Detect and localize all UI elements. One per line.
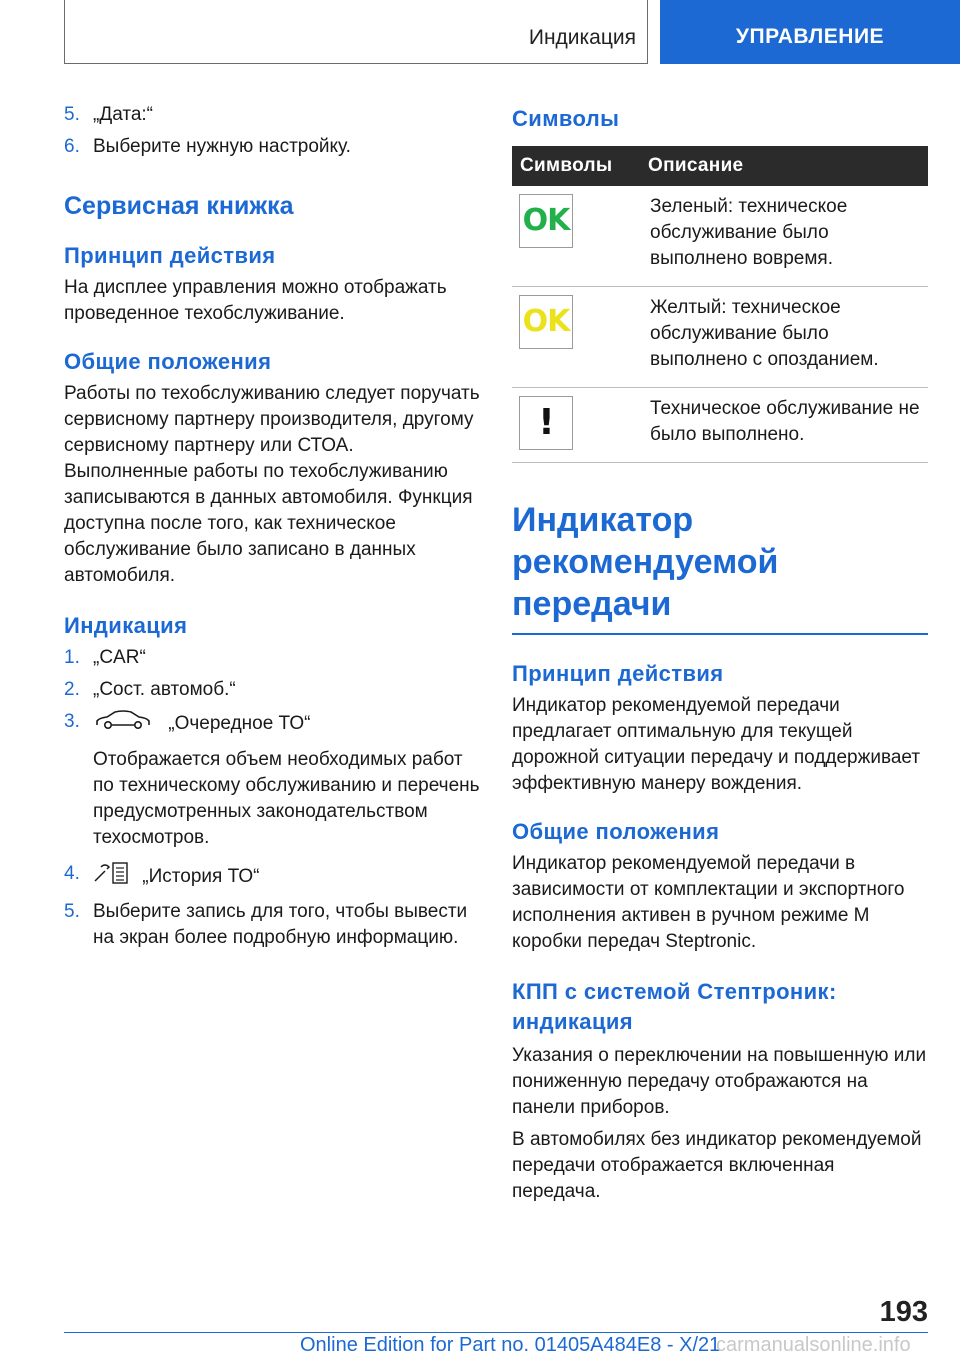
car-outline-icon bbox=[93, 709, 153, 739]
right-column bbox=[512, 102, 928, 1205]
footer-rule bbox=[64, 1332, 928, 1333]
general-heading: Общие положения bbox=[512, 819, 720, 844]
watermark: carmanualsonline.info bbox=[716, 1334, 911, 1356]
step-text: Выберите запись для того, чтобы вывести на экран более подробную информацию. bbox=[93, 901, 468, 948]
gear-indicator-heading: Индикатор рекомендуемой передачи bbox=[512, 501, 779, 623]
step-text: „Сост. автомоб.“ bbox=[93, 679, 236, 700]
list-item bbox=[64, 102, 480, 128]
step-number: 2. bbox=[64, 679, 80, 700]
steptronic-text: В автомобилях без индикатор рекомендуемой передачи отображается включенная передача. bbox=[512, 1129, 922, 1202]
step-text: „Дата:“ bbox=[93, 104, 154, 125]
edition-text: Online Edition for Part no. 01405A484E8 - X/21 bbox=[300, 1334, 721, 1356]
principle-heading: Принцип действия bbox=[64, 243, 276, 268]
step-text: „Очередное ТО“ bbox=[168, 713, 311, 735]
table-row bbox=[512, 186, 928, 287]
column-header-symbols: Символы bbox=[512, 146, 640, 186]
symbols-table bbox=[512, 146, 928, 463]
general-heading: Общие положения bbox=[64, 349, 272, 374]
general-text: Индикатор рекомендуемой передачи в зависимости от комплектации и экспортного исполнения активен в ручном режиме M коробки передач Steptronic. bbox=[512, 853, 905, 952]
table-row bbox=[512, 287, 928, 388]
step-number: 1. bbox=[64, 647, 80, 668]
table-cell-description: Зеленый: техническое обслуживание было выполнено вовремя. bbox=[640, 186, 928, 287]
ok-yellow-icon: OK bbox=[519, 295, 573, 349]
step-text: „История ТО“ bbox=[142, 866, 260, 888]
step-note: Отображается объем необходимых работ по техническому обслуживанию и перечень предусмотренных законодательством техосмотров. bbox=[93, 749, 480, 848]
list-item bbox=[64, 861, 480, 893]
exclamation-icon: ! bbox=[519, 396, 573, 450]
indication-heading: Индикация bbox=[64, 613, 188, 638]
symbols-heading: Символы bbox=[512, 106, 620, 131]
left-column bbox=[64, 102, 480, 951]
step-number: 5. bbox=[64, 104, 80, 125]
step-text: „CAR“ bbox=[93, 647, 146, 668]
service-book-heading: Сервисная книжка bbox=[64, 192, 294, 220]
principle-text: Индикатор рекомендуемой передачи предлагает оптимальную для текущей дорожной ситуации передачу и поддерживает эффективную манеру вождения. bbox=[512, 695, 921, 794]
step-number: 3. bbox=[64, 711, 80, 732]
general-text: Работы по техобслуживанию следует поручать сервисному партнеру производителя, другому сервисному партнеру или СТОА. Выполненные работы по техобслуживанию записываются в данных автомобиля. Функция доступна после того, как техническое обслуживание было записано в данных автомобиля. bbox=[64, 383, 480, 586]
table-header-row bbox=[512, 146, 928, 186]
list-item bbox=[64, 645, 480, 671]
column-header-description: Описание bbox=[640, 146, 928, 186]
principle-text: На дисплее управления можно отображать проведенное техобслуживание. bbox=[64, 277, 447, 324]
step-text: Выберите нужную настройку. bbox=[93, 136, 351, 157]
table-cell-description: Техническое обслуживание не было выполнено. bbox=[640, 388, 928, 463]
heading-rule bbox=[512, 633, 928, 635]
principle-heading: Принцип действия bbox=[512, 661, 724, 686]
list-item bbox=[64, 677, 480, 703]
step-number: 4. bbox=[64, 863, 80, 884]
list-item bbox=[64, 709, 480, 851]
steptronic-heading: КПП с системой Стептроник: индикация bbox=[512, 979, 837, 1034]
steptronic-text: Указания о переключении на повышенную или пониженную передачу отображаются на панели приборов. bbox=[512, 1045, 927, 1118]
service-history-icon bbox=[93, 861, 129, 893]
header-section-title: Индикация bbox=[528, 26, 636, 49]
table-cell-description: Желтый: техническое обслуживание было выполнено с опозданием. bbox=[640, 287, 928, 388]
list-item bbox=[64, 134, 480, 160]
list-item bbox=[64, 899, 480, 951]
step-number: 6. bbox=[64, 136, 80, 157]
table-row bbox=[512, 388, 928, 463]
page-number: 193 bbox=[879, 1296, 928, 1328]
step-number: 5. bbox=[64, 901, 80, 922]
ok-green-icon: OK bbox=[519, 194, 573, 248]
header-chapter-tab[interactable]: УПРАВЛЕНИЕ bbox=[660, 0, 960, 64]
